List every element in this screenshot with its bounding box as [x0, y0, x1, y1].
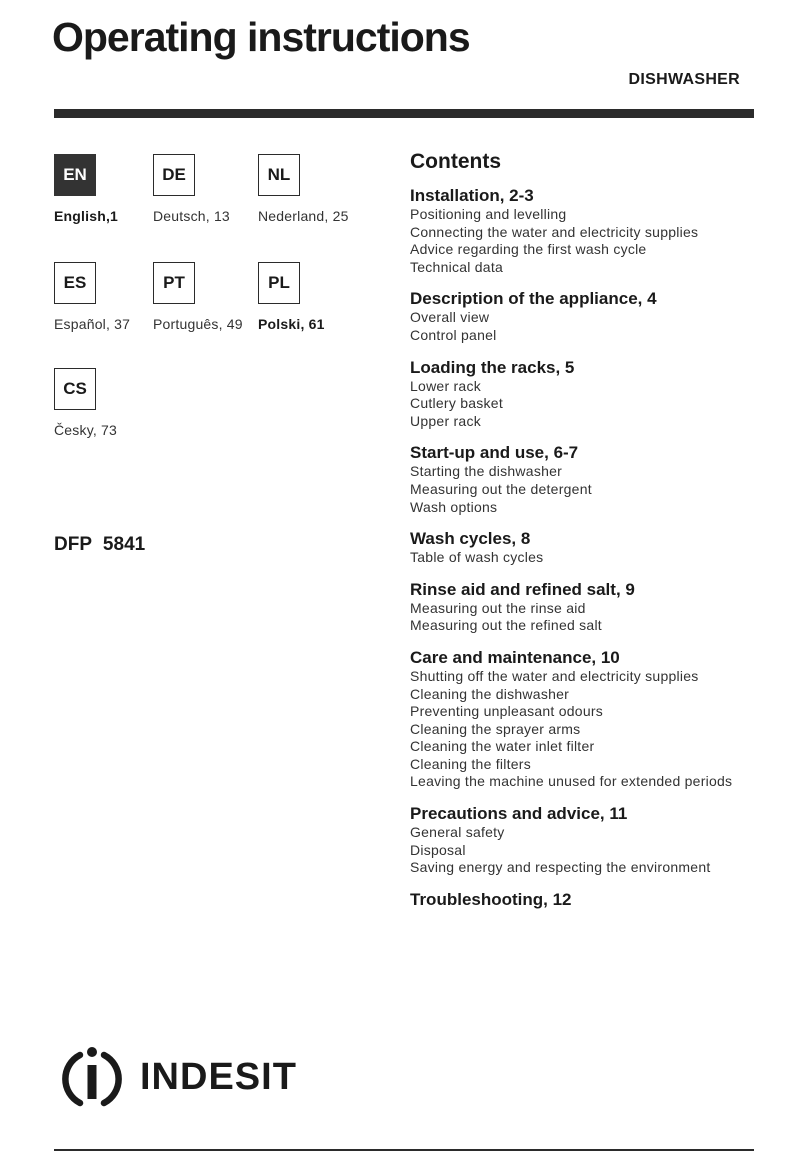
- contents-section: [410, 580, 750, 635]
- section-item[interactable]: Positioning and levelling: [410, 206, 567, 222]
- language-label-pl: Polski, 61: [258, 316, 325, 332]
- language-pl[interactable]: [258, 262, 325, 332]
- section-item[interactable]: Overall view: [410, 309, 490, 326]
- section-item[interactable]: Preventing unpleasant odours: [410, 703, 604, 720]
- language-code-de[interactable]: DE: [153, 154, 195, 196]
- bottom-divider: [54, 1149, 754, 1151]
- contents-section: [410, 358, 750, 431]
- brand-logo: [58, 1043, 297, 1111]
- contents-section: [410, 890, 750, 910]
- section-item[interactable]: Wash options: [410, 498, 498, 515]
- section-item[interactable]: Measuring out the refined salt: [410, 617, 602, 634]
- section-item[interactable]: Connecting the water and electricity supplies: [410, 223, 699, 240]
- section-item[interactable]: Measuring out the detergent: [410, 480, 592, 497]
- language-label-en: English,1: [54, 208, 119, 224]
- language-code-nl[interactable]: NL: [258, 154, 300, 196]
- section-heading[interactable]: Precautions and advice, 11: [410, 804, 628, 824]
- language-es[interactable]: [54, 262, 131, 332]
- contents-section: [410, 443, 750, 516]
- language-code-pt[interactable]: PT: [153, 262, 195, 304]
- language-label-pt: Português, 49: [153, 316, 243, 332]
- language-code-es[interactable]: ES: [54, 262, 96, 304]
- language-cs[interactable]: [54, 368, 118, 438]
- section-heading[interactable]: Care and maintenance, 10: [410, 647, 620, 667]
- contents-sections: [410, 186, 750, 910]
- section-item[interactable]: Cleaning the dishwasher: [410, 685, 570, 702]
- section-heading[interactable]: Description of the appliance, 4: [410, 289, 657, 309]
- language-code-en[interactable]: EN: [54, 154, 96, 196]
- section-item[interactable]: General safety: [410, 824, 505, 841]
- section-item[interactable]: Technical data: [410, 258, 504, 275]
- section-heading[interactable]: Wash cycles, 8: [410, 529, 531, 549]
- language-nl[interactable]: [258, 154, 349, 224]
- section-item[interactable]: Control panel: [410, 326, 497, 343]
- section-item[interactable]: Advice regarding the first wash cycle: [410, 241, 647, 258]
- page-title: Operating instructions: [52, 14, 470, 60]
- language-pt[interactable]: [153, 262, 243, 332]
- top-divider: [54, 109, 754, 118]
- model-number: DFP 5841: [54, 534, 146, 555]
- section-item[interactable]: Shutting off the water and electricity supplies: [410, 667, 699, 684]
- contents-section: [410, 186, 750, 276]
- section-item[interactable]: Cleaning the sprayer arms: [410, 720, 581, 737]
- indesit-logo-icon: [58, 1043, 126, 1111]
- section-heading[interactable]: Start-up and use, 6-7: [410, 443, 579, 463]
- table-of-contents: [410, 150, 750, 923]
- section-heading[interactable]: Troubleshooting, 12: [410, 889, 572, 909]
- section-item[interactable]: Cleaning the water inlet filter: [410, 738, 595, 755]
- contents-section: [410, 804, 750, 877]
- section-item[interactable]: Upper rack: [410, 412, 481, 429]
- contents-title: Contents: [410, 150, 501, 173]
- section-item[interactable]: Leaving the machine unused for extended periods: [410, 773, 733, 790]
- language-en[interactable]: [54, 154, 119, 224]
- language-label-es: Español, 37: [54, 316, 131, 332]
- section-item[interactable]: Saving energy and respecting the environment: [410, 859, 711, 876]
- section-item[interactable]: Starting the dishwasher: [410, 463, 563, 480]
- section-heading[interactable]: Rinse aid and refined salt, 9: [410, 579, 635, 599]
- section-item[interactable]: Cleaning the filters: [410, 755, 531, 772]
- language-code-pl[interactable]: PL: [258, 262, 300, 304]
- contents-section: [410, 648, 750, 791]
- language-code-cs[interactable]: CS: [54, 368, 96, 410]
- contents-section: [410, 529, 750, 567]
- section-item[interactable]: Disposal: [410, 841, 466, 858]
- language-label-cs: Česky, 73: [54, 422, 118, 438]
- section-item[interactable]: Measuring out the rinse aid: [410, 599, 586, 616]
- language-label-nl: Nederland, 25: [258, 208, 349, 224]
- product-type: DISHWASHER: [628, 71, 740, 88]
- language-label-de: Deutsch, 13: [153, 208, 230, 224]
- section-heading[interactable]: Installation, 2-3: [410, 186, 534, 205]
- language-de[interactable]: [153, 154, 230, 224]
- brand-name: INDESIT: [140, 1055, 297, 1098]
- section-item[interactable]: Cutlery basket: [410, 395, 503, 412]
- contents-section: [410, 289, 750, 344]
- section-item[interactable]: Table of wash cycles: [410, 549, 544, 566]
- section-item[interactable]: Lower rack: [410, 377, 481, 394]
- section-heading[interactable]: Loading the racks, 5: [410, 357, 575, 377]
